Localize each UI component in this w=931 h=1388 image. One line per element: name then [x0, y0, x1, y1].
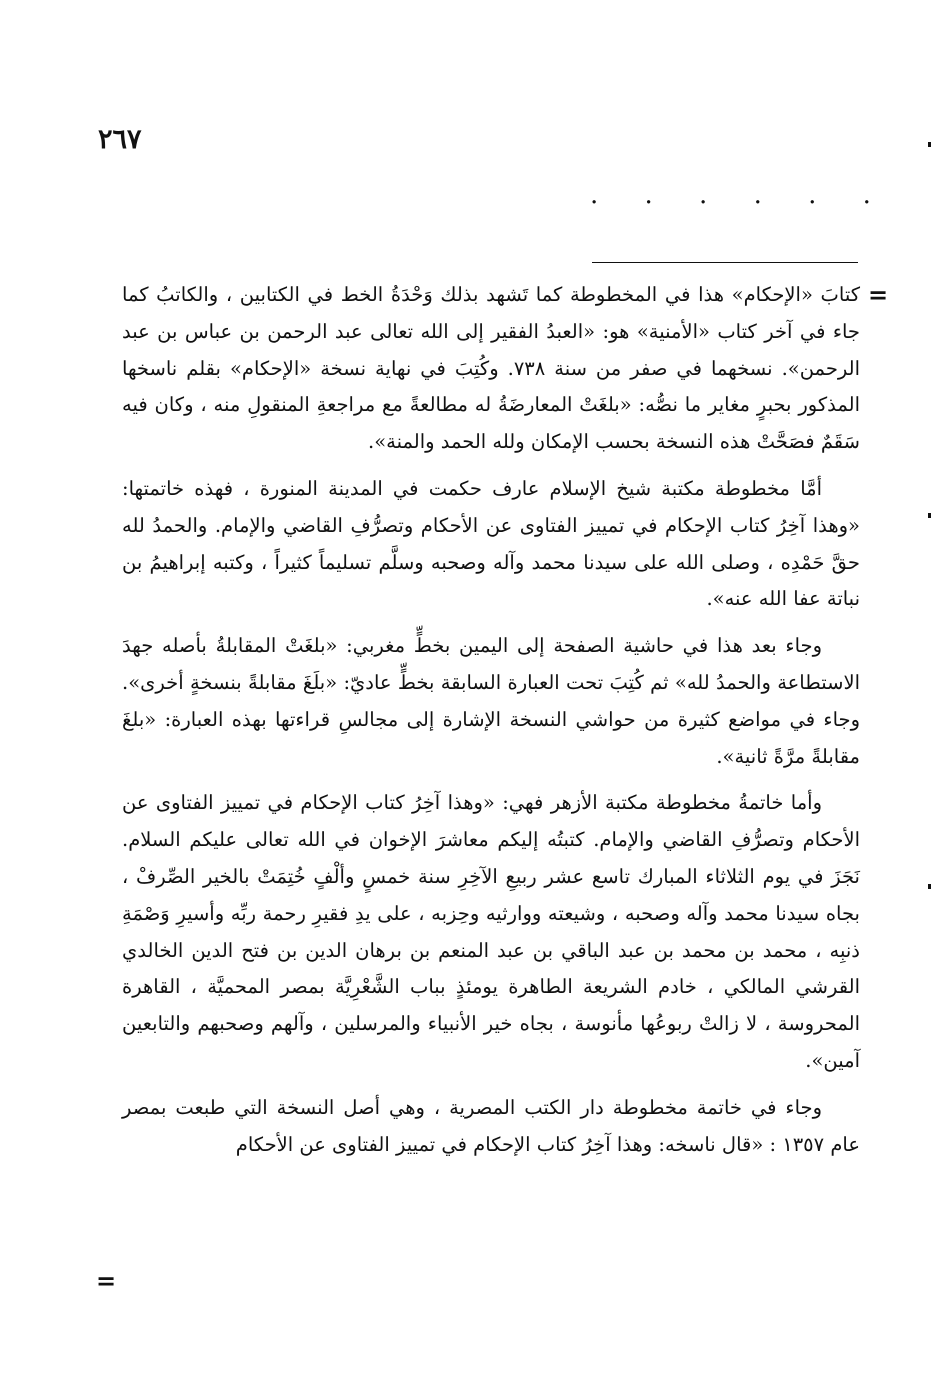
footnote-text [122, 277, 860, 1163]
paragraph: وجاء في خاتمة مخطوطة دار الكتب المصرية ، وهي أصل النسخة التي طبعت بمصر عام ١٣٥٧ : «قال ناسخه: وهذا آخِرُ كتاب الإحكام في تمييز الفتاوى عن الأحكام [122, 1095, 860, 1156]
paragraph: وأما خاتمةُ مخطوطة مكتبة الأزهر فهي: «وهذا آخِرُ كتاب الإحكام في تمييز الفتاوى عن الأحكام وتصرُّفِ القاضي والإمام. كتبتُه إليكم معاشرَ الإخوان في الله تعالى عليكم السلام. نَجَزَ في يوم الثلاثاء المبارك تاسع عشر ربيعِ الآخِرِ سنة خمسٍ وألْفٍ خُتِمَتْ بالخير الصِّرفْ ، بجاه سيدنا محمد وآله وصحبه ، وشيعته ووارثيه وحِزبه ، على يدِ فقيرِ رحمة ربِّه وأسيرِ وَصْمَةِ ذنبِه ، محمد بن محمد بن عبد الباقي بن عبد المنعم بن برهان الدين بن فتح الدين الخالدي القرشي المالكي ، خادم الشريعة الطاهرة يومئذٍ بباب الشَّعْرِيَّة بمصر المحميَّة ، القاهرة المحروسة ، لا زالتْ ربوعُها مأنوسة ، بجاه خير الأنبياء والمرسلين ، وآلهم وصحبهم والتابعين آمين». [122, 791, 860, 1072]
continuation-mark-top: = [868, 280, 889, 309]
separator-dots: . . . . . . [590, 180, 890, 210]
footnote-rule [592, 262, 858, 263]
paragraph: وجاء بعد هذا في حاشية الصفحة إلى اليمين بخطٍّ مغربي: «بلغَتْ المقابلةُ بأصله جهدَ الاستطاعة والحمدُ لله» ثم كُتِبَ تحت العبارة السابقة بخطٍّ عاديّ: «بلَغَ مقابلةً بنسخةٍ أخرى». وجاء في مواضع كثيرة من حواشي النسخة الإشارة إلى مجالسِ قراءتها بهذه العبارة: «بلغَ مقابلةً مرَّةً ثانية». [122, 634, 860, 768]
page-number: ٢٦٧ [98, 124, 142, 155]
continuation-mark-bottom: = [96, 1266, 117, 1295]
paragraph: كتابَ «الإحكام» هذا في المخطوطة كما تَشهد بذلك وَحْدَةُ الخط في الكتابين ، والكاتبُ كما جاء في آخر كتاب «الأمنية» هو: «العبدُ الفقير إلى الله تعالى عبد الرحمن بن عباس بن عبد الرحمن». نسخهما في صفر من سنة ٧٣٨. وكُتِبَ في نهاية نسخة «الإحكام» بقلم ناسخها المذكور بحبرٍ مغاير ما نصُّه: «بلغَتْ المعارضَةُ له مطالعةً مع مراجعةِ المنقولِ منه ، وكان فيه سَقَمٌ فصَحَّتْ هذه النسخة بحسب الإمكان ولله الحمد والمنة». [122, 283, 860, 454]
paragraph: أمَّا مخطوطة مكتبة شيخ الإسلام عارف حكمت في المدينة المنورة ، فهذه خاتمتها: «وهذا آخِرُ كتاب الإحكام في تمييز الفتاوى عن الأحكام وتصرُّفِ القاضي والإمام. والحمدُ لله حقَّ حَمْدِه ، وصلى الله على سيدنا محمد وآله وصحبه وسلَّم تسليماً كثيراً ، وكتبه إبراهيمُ بن نباتة عفا الله عنه». [122, 476, 860, 611]
